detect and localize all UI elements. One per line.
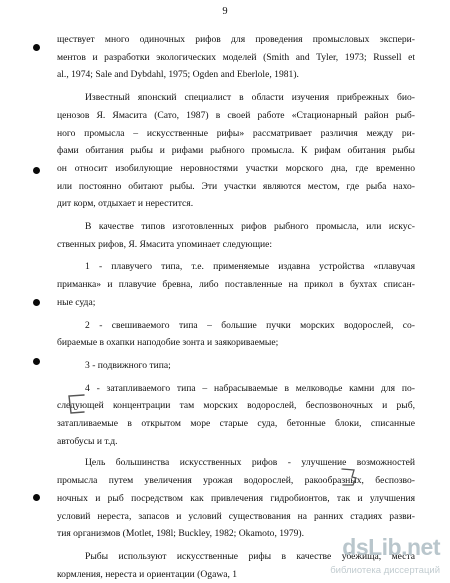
text-line: он относит изобилующие неровностями участки морского дна, где временно (57, 162, 415, 174)
text-line: автобусы и т.д. (57, 435, 118, 447)
text-line: или постоянно обитают рыбы. Эти участки являются местом, где рыба нахо- (57, 180, 415, 192)
page-number: 9 (222, 6, 228, 17)
document-body (57, 31, 415, 583)
binding-hole-4 (33, 358, 40, 365)
binding-hole-2 (33, 167, 40, 174)
text-line: бираемые в охапки наподобие зонта и заякориваемые; (57, 337, 279, 349)
watermark-logo (312, 534, 442, 576)
text-line: ные суда; (57, 296, 96, 308)
paragraph-1 (57, 31, 415, 84)
paragraph-3 (57, 218, 415, 253)
text-line: В качестве типов изготовленных рифов рыбного промысла, или искус- (85, 221, 415, 233)
text-line: следующей концентрации там морских водорослей, беспозвоночных и рыб, (57, 400, 415, 412)
text-line: ночных и рыб посредством как привлечения гидробионтов, так и улучшения (57, 492, 415, 504)
text-line: Цель большинства искусственных рифов - улучшение возможностей (85, 457, 415, 469)
paragraph-7 (57, 380, 415, 451)
paragraph-5 (57, 317, 415, 352)
paragraph-8 (57, 454, 415, 543)
text-line: Известный японский специалист в области изучения прибрежных био- (85, 92, 415, 104)
text-line: дит корм, отдыхает и нерестится. (57, 198, 194, 210)
paragraph-2 (57, 89, 415, 213)
text-line: Рыбы используют искусственные рифы в качестве убежища, места (85, 550, 415, 562)
text-line: кормления, нереста и ориентации (Ogawa, 1 (57, 568, 238, 580)
text-line: ственных рифов, Я. Ямасита упоминает следующие: (57, 238, 273, 250)
text-line: 1 - плавучего типа, т.е. применяемые издавна устройства «плавучая (85, 261, 415, 273)
binding-hole-5 (33, 494, 40, 501)
text-line: 2 - свешиваемого типа – большие пучки морских водорослей, со- (85, 319, 415, 331)
text-line: фами обитания рыбы и рифами рыбного промысла. К рифам обитания рыбы (57, 145, 415, 157)
binding-hole-1 (33, 44, 40, 51)
text-line: затапливаемые в открытом море старые суда, бетонные блоки, списанные (57, 418, 415, 430)
text-line: тия организмов (Motlet, 198l; Buckley, 1982; Okamoto, 1979). (57, 528, 305, 540)
text-line: ценозов Я. Ямасита (Сато, 1987) в своей работе «Стационарный район рыб- (57, 109, 415, 121)
text-line: 3 - подвижного типа; (85, 359, 171, 371)
watermark-subtitle: библиотека диссертаций (330, 565, 440, 576)
binding-hole-3 (33, 299, 40, 306)
text-line: ного промысла – искусственные рифы» рассматривает различия между ри- (57, 127, 415, 139)
text-line: ществует много одиночных рифов для проведения промысловых экспери- (57, 34, 415, 45)
text-line: приманка» и плавучие бревна, либо поставленные на прикол в бухтах списан- (57, 279, 415, 291)
paragraph-4 (57, 258, 415, 311)
watermark-title: dsLib.net (342, 534, 440, 560)
text-line: al., 1974; Sale and Dybdahl, 1975; Ogden and Eberlole, 1981). (57, 69, 299, 81)
text-line: условий нереста, запасов и условий существования на ранних стадиях разви- (57, 510, 415, 522)
paragraph-6 (57, 357, 415, 375)
text-line: ментов и разработки экологических моделей (Smith and Tyler, 1973; Russell et (57, 51, 415, 63)
text-line: 4 - затапливаемого типа – набрасываемые в мелководье камни для по- (85, 382, 415, 394)
text-line: промысла путем увеличения урожая водорослей, ракообразных, беспозво- (57, 475, 415, 487)
